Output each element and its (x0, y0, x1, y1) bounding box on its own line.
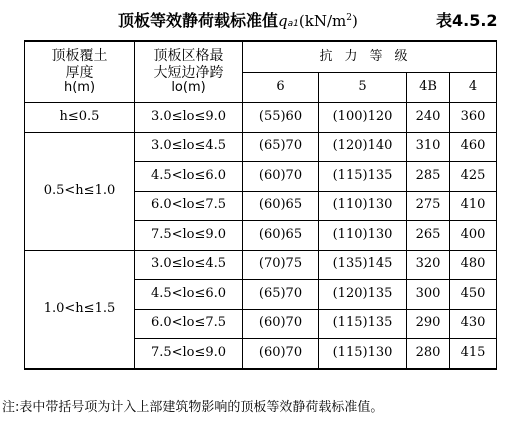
grade-6: 6 (243, 73, 319, 103)
value-cell: (60)70 (243, 339, 319, 369)
header-resistance-grade: 抗力等级 (243, 41, 497, 73)
value-cell: 285 (407, 162, 450, 192)
value-cell: 410 (450, 191, 497, 221)
table-number: 表4.5.2 (436, 11, 498, 30)
span-cell: 3.0≤lo≤4.5 (135, 250, 243, 280)
value-cell: 280 (407, 339, 450, 369)
value-cell: 310 (407, 132, 450, 162)
value-cell: (65)70 (243, 132, 319, 162)
header-span-line2: 大短边净跨 (153, 64, 224, 81)
value-cell: (65)70 (243, 280, 319, 310)
value-cell: 460 (450, 132, 497, 162)
grade-5: 5 (319, 73, 407, 103)
span-cell: 7.5<lo≤9.0 (135, 339, 243, 369)
table-caption (0, 8, 509, 32)
load-table (24, 40, 497, 370)
value-cell: 450 (450, 280, 497, 310)
value-cell: 265 (407, 221, 450, 251)
span-cell: 6.0<lo≤7.5 (135, 191, 243, 221)
value-cell: (55)60 (243, 103, 319, 133)
load-symbol-subscript: a1 (287, 19, 299, 29)
span-cell: 4.5<lo≤6.0 (135, 162, 243, 192)
value-cell: (60)65 (243, 191, 319, 221)
thickness-cell: 0.5<h≤1.0 (25, 132, 135, 250)
unit-suffix: ) (351, 12, 358, 30)
thickness-cell: 1.0<h≤1.5 (25, 250, 135, 369)
load-symbol: q (278, 12, 288, 30)
grade-4: 4 (450, 73, 497, 103)
unit-superscript: 2 (346, 13, 352, 23)
value-cell: 400 (450, 221, 497, 251)
header-thickness-line1: 顶板覆土 (51, 48, 108, 65)
table-note: 注:表中带括号项为计入上部建筑物影响的顶板等效静荷载标准值。 (2, 400, 384, 415)
span-cell: 6.0<lo≤7.5 (135, 309, 243, 339)
value-cell: (120)140 (319, 132, 407, 162)
grade-4b: 4B (407, 73, 450, 103)
value-cell: (60)70 (243, 309, 319, 339)
header-thickness (25, 41, 135, 103)
value-cell: 360 (450, 103, 497, 133)
value-cell: 275 (407, 191, 450, 221)
value-cell: (115)130 (319, 339, 407, 369)
thickness-cell: h≤0.5 (25, 103, 135, 133)
title-text: 顶板等效静荷载标准值 (118, 11, 279, 30)
value-cell: (70)75 (243, 250, 319, 280)
value-cell: (110)130 (319, 221, 407, 251)
header-span (135, 41, 243, 103)
table-row (25, 103, 497, 133)
span-cell: 3.0≤lo≤4.5 (135, 132, 243, 162)
value-cell: 430 (450, 309, 497, 339)
value-cell: 415 (450, 339, 497, 369)
value-cell: (115)135 (319, 309, 407, 339)
unit-prefix: (kN/m (298, 12, 347, 30)
value-cell: (60)65 (243, 221, 319, 251)
value-cell: (100)120 (319, 103, 407, 133)
table-row (25, 132, 497, 162)
value-cell: 320 (407, 250, 450, 280)
span-cell: 4.5<lo≤6.0 (135, 280, 243, 310)
header-span-unit: lo(m) (171, 79, 206, 95)
span-cell: 7.5<lo≤9.0 (135, 221, 243, 251)
span-cell: 3.0≤lo≤9.0 (135, 103, 243, 133)
value-cell: 480 (450, 250, 497, 280)
header-thickness-line2: 厚度 (65, 64, 94, 81)
header-span-line1: 顶板区格最 (153, 48, 224, 65)
value-cell: (60)70 (243, 162, 319, 192)
value-cell: 300 (407, 280, 450, 310)
table-title (118, 8, 358, 31)
value-cell: 425 (450, 162, 497, 192)
header-thickness-unit: h(m) (63, 79, 96, 95)
header-row-top (25, 41, 497, 73)
value-cell: 240 (407, 103, 450, 133)
value-cell: (110)130 (319, 191, 407, 221)
value-cell: 290 (407, 309, 450, 339)
table-row (25, 250, 497, 280)
value-cell: (115)135 (319, 162, 407, 192)
value-cell: (135)145 (319, 250, 407, 280)
value-cell: (120)135 (319, 280, 407, 310)
